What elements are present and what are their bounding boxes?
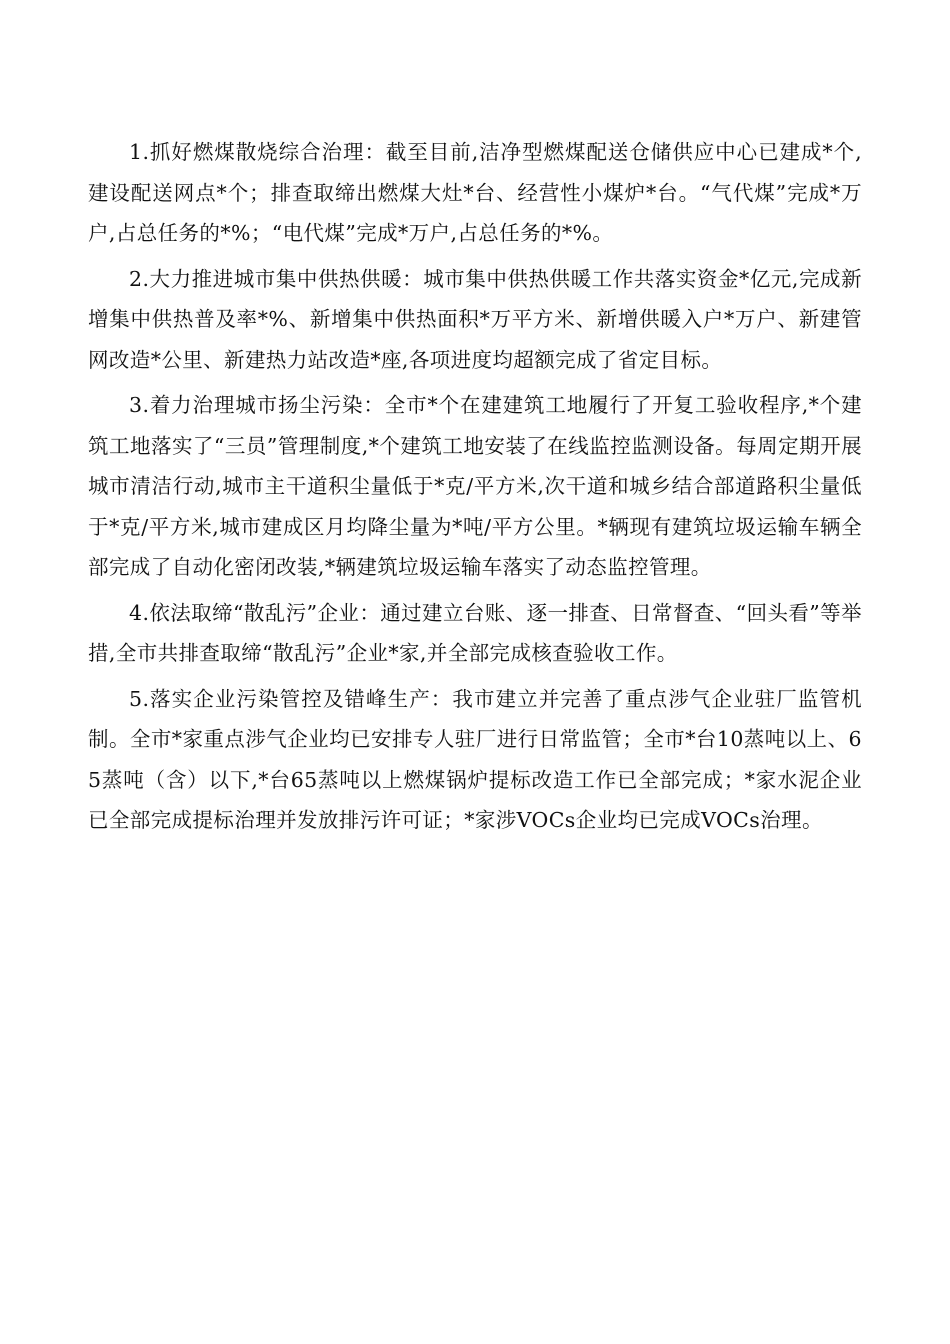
paragraph-4: 4.依法取缔“散乱污”企业：通过建立台账、逐一排查、日常督查、“回头看”等举措,全市共排查取缔“散乱污”企业*家,并全部完成核查验收工作。 bbox=[88, 600, 862, 665]
paragraph-3: 3.着力治理城市扬尘污染：全市*个在建建筑工地履行了开复工验收程序,*个建筑工地落实了“三员”管理制度,*个建筑工地安装了在线监控监测设备。每周定期开展城市清洁行动,城市主干道积尘量低于*克/平方米,次干道和城乡结合部道路积尘量低于*克/平方米,城市建成区月均降尘量为*吨/平方公里。*辆现有建筑垃圾运输车辆全部完成了自动化密闭改装,*辆建筑垃圾运输车落实了动态监控管理。 bbox=[88, 393, 862, 579]
paragraph-2: 2.大力推进城市集中供热供暖：城市集中供热供暖工作共落实资金*亿元,完成新增集中供热普及率*%、新增集中供热面积*万平方米、新增供暖入户*万户、新建管网改造*公里、新建热力站改造*座,各项进度均超额完成了省定目标。 bbox=[88, 266, 862, 372]
paragraph-1: 1.抓好燃煤散烧综合治理：截至目前,洁净型燃煤配送仓储供应中心已建成*个,建设配送网点*个；排查取缔出燃煤大灶*台、经营性小煤炉*台。“气代煤”完成*万户,占总任务的*%；“电代煤”完成*万户,占总任务的*%。 bbox=[88, 140, 862, 245]
paragraph-5: 5.落实企业污染管控及错峰生产：我市建立并完善了重点涉气企业驻厂监管机制。全市*家重点涉气企业均已安排专人驻厂进行日常监管；全市*台10蒸吨以上、65蒸吨（含）以下,*台65蒸吨以上燃煤锅炉提标改造工作已全部完成；*家水泥企业已全部完成提标治理并发放排污许可证；*家涉VOCs企业均已完成VOCs治理。 bbox=[88, 686, 862, 832]
document-body bbox=[88, 132, 862, 846]
